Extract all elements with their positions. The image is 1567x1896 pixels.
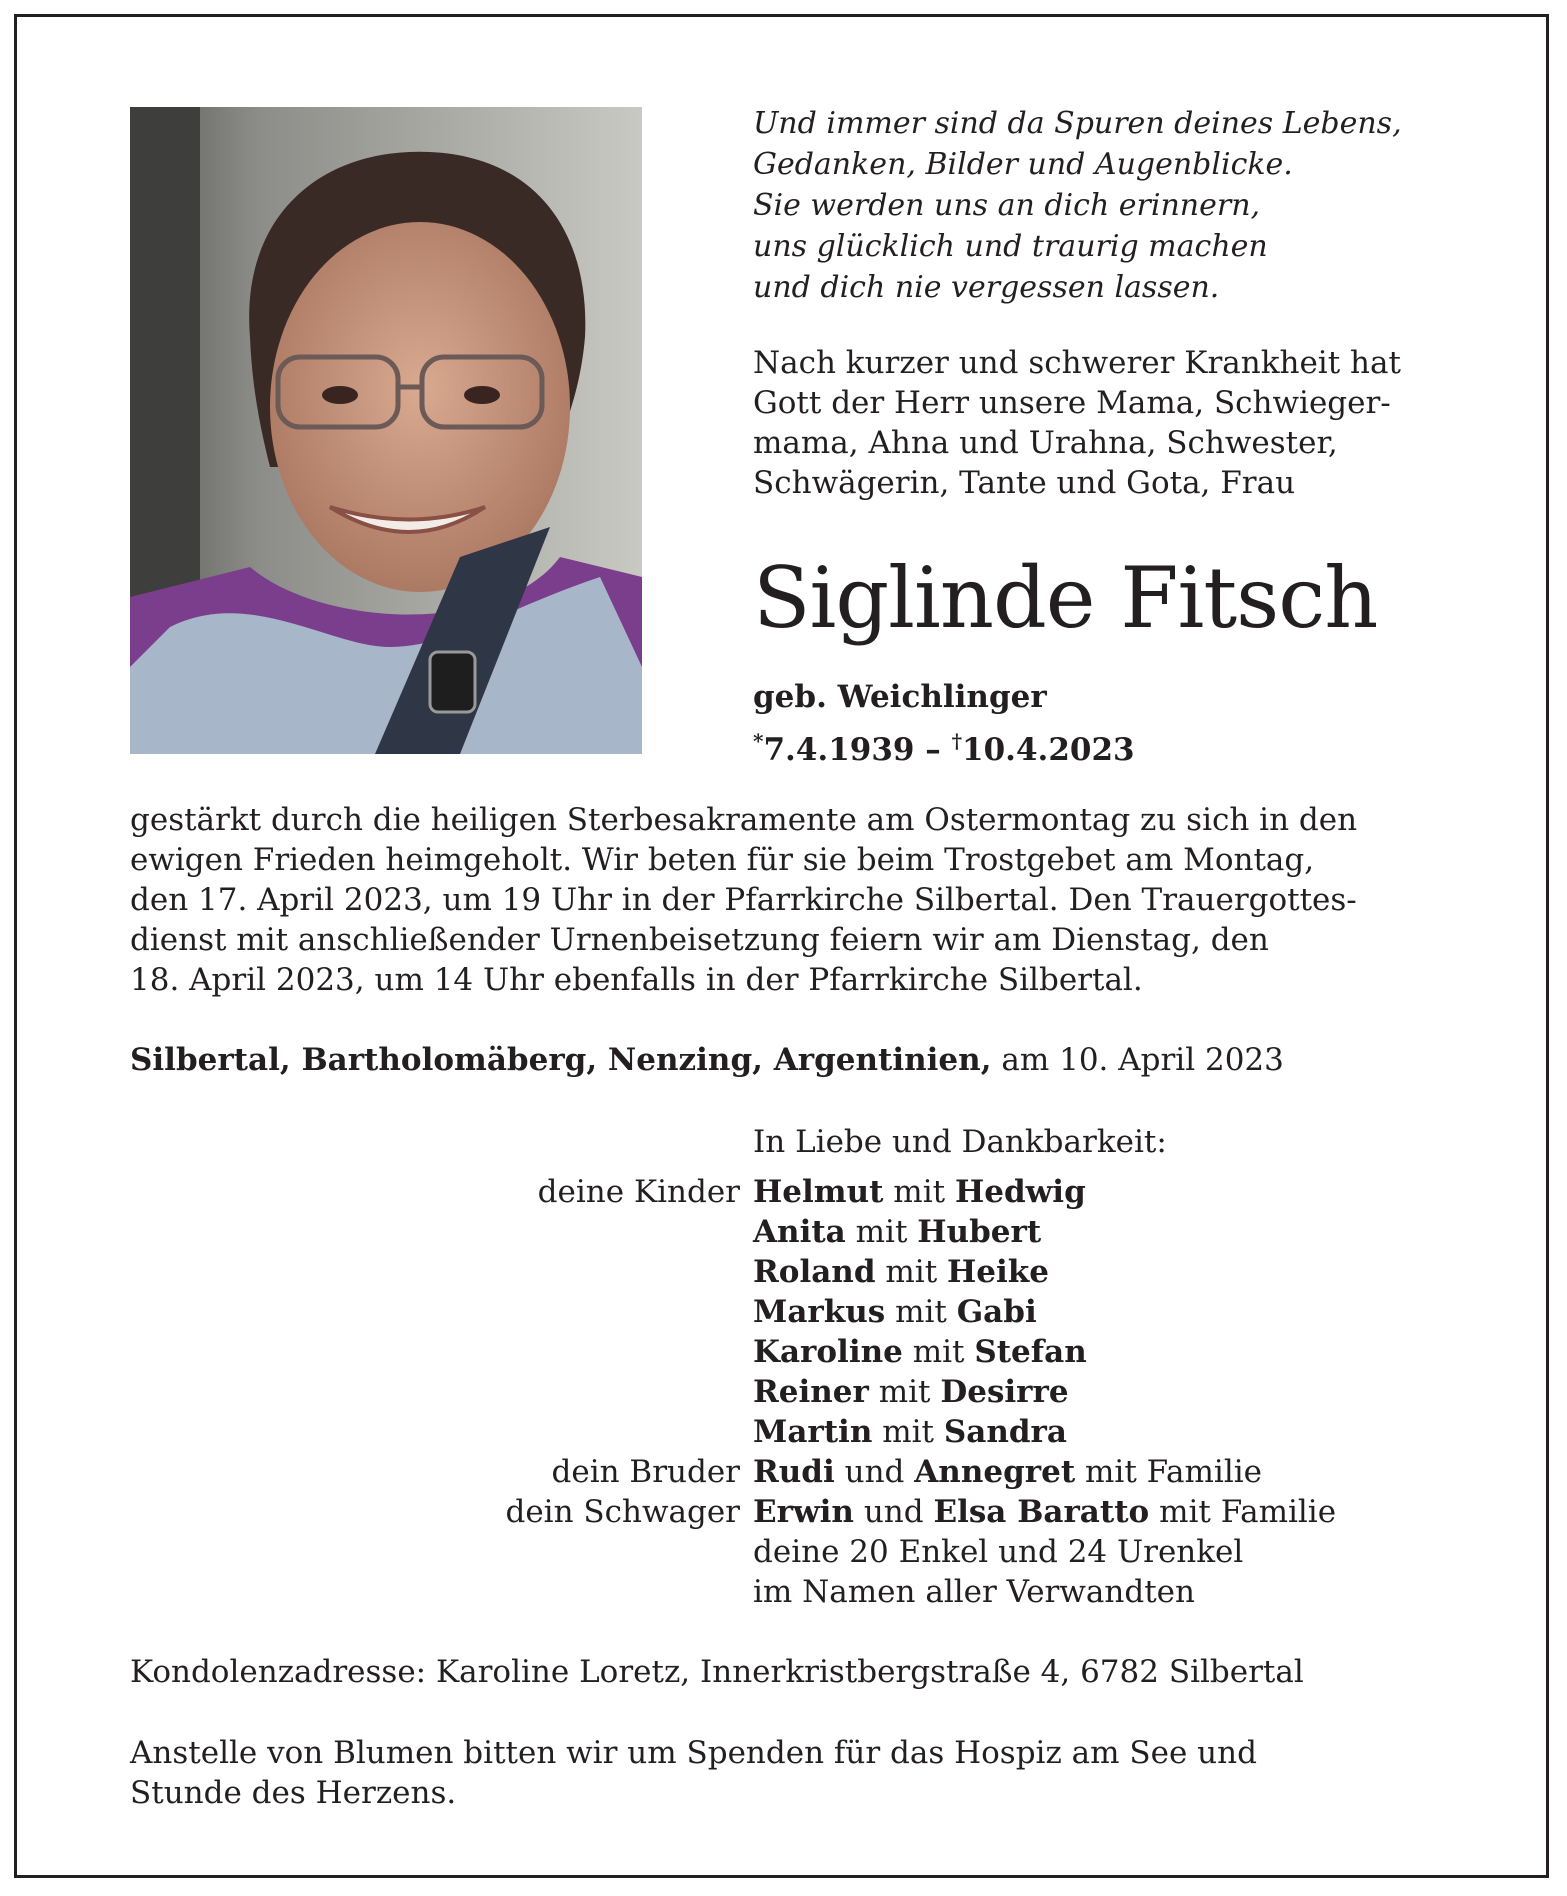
signer-connector: und	[853, 1494, 934, 1530]
signer-role	[300, 1332, 753, 1372]
signer-row	[300, 1492, 1450, 1532]
signer-row	[300, 1372, 1450, 1412]
dank-heading: In Liebe und Dankbarkeit:	[753, 1124, 1167, 1160]
life-dates	[753, 722, 1135, 769]
body-text	[130, 800, 1437, 1000]
signer-name: Markus	[753, 1294, 886, 1330]
signer-connector: mit	[875, 1254, 948, 1290]
intro-line: mama, Ahna und Urahna, Schwester,	[753, 425, 1338, 461]
signer-connector: mit	[885, 1294, 957, 1330]
signer-role	[300, 1212, 753, 1252]
condolence-address: Kondolenzadresse: Karoline Loretz, Innerkristbergstraße 4, 6782 Silbertal	[130, 1654, 1304, 1690]
signer-name: Desirre	[940, 1374, 1069, 1410]
signer-connector: mit	[872, 1414, 944, 1450]
signer-row	[300, 1252, 1450, 1292]
signer-row	[300, 1212, 1450, 1252]
signer-names	[753, 1252, 1450, 1292]
signer-name: Annegret	[914, 1454, 1076, 1490]
signer-connector: im Namen aller Verwandten	[753, 1574, 1195, 1610]
signer-names	[753, 1412, 1450, 1452]
signer-connector: und	[834, 1454, 915, 1490]
signer-role	[300, 1372, 753, 1412]
signer-names	[753, 1572, 1450, 1612]
poem-line: Sie werden uns an dich erinnern,	[753, 188, 1261, 223]
death-mark: †	[951, 729, 963, 753]
body-line: 18. April 2023, um 14 Uhr ebenfalls in der Pfarrkirche Silbertal.	[130, 962, 1143, 998]
places-bold: Silbertal, Bartholomäberg, Nenzing, Argentinien,	[130, 1042, 992, 1078]
portrait-photo	[130, 107, 642, 754]
signer-name: Hubert	[917, 1214, 1042, 1250]
signer-connector: mit	[902, 1334, 975, 1370]
deceased-name: Siglinde Fitsch	[753, 549, 1378, 647]
signer-name: Heike	[947, 1254, 1050, 1290]
signer-name: Roland	[753, 1254, 876, 1290]
portrait-illustration	[130, 107, 642, 754]
signer-names	[753, 1532, 1450, 1572]
signer-row	[300, 1452, 1450, 1492]
signer-role	[300, 1572, 753, 1612]
signer-name: Helmut	[753, 1174, 884, 1210]
signer-connector: mit	[883, 1174, 955, 1210]
signer-name: Stefan	[974, 1334, 1087, 1370]
signer-role	[300, 1532, 753, 1572]
signer-name: Karoline	[753, 1334, 903, 1370]
signer-names	[753, 1172, 1450, 1212]
body-line: den 17. April 2023, um 19 Uhr in der Pfarrkirche Silbertal. Den Trauergottes-	[130, 882, 1357, 918]
signer-names	[753, 1332, 1450, 1372]
poem-line: und dich nie vergessen lassen.	[753, 270, 1220, 305]
donation-line: Stunde des Herzens.	[130, 1775, 457, 1811]
signer-role	[300, 1412, 753, 1452]
signer-name: Reiner	[753, 1374, 869, 1410]
signer-row	[300, 1412, 1450, 1452]
body-line: dienst mit anschließender Urnenbeisetzung feiern wir am Dienstag, den	[130, 922, 1269, 958]
signer-names	[753, 1452, 1450, 1492]
body-line: gestärkt durch die heiligen Sterbesakramente am Ostermontag zu sich in den	[130, 802, 1358, 838]
signer-role	[300, 1292, 753, 1332]
places-date: am 10. April 2023	[1001, 1042, 1284, 1078]
signer-role: dein Schwager	[505, 1494, 740, 1530]
birth-mark: *	[753, 729, 764, 753]
donation-line: Anstelle von Blumen bitten wir um Spenden für das Hospiz am See und	[130, 1735, 1257, 1771]
signer-row	[300, 1332, 1450, 1372]
signer-row	[300, 1532, 1450, 1572]
signer-name: Erwin	[753, 1494, 854, 1530]
signer-name: Martin	[753, 1414, 873, 1450]
birth-date: 7.4.1939	[763, 732, 915, 768]
signer-row	[300, 1572, 1450, 1612]
places-line	[130, 1040, 1284, 1080]
death-date: 10.4.2023	[962, 732, 1135, 768]
intro-line: Nach kurzer und schwerer Krankheit hat	[753, 345, 1401, 381]
signer-connector: deine 20 Enkel und 24 Urenkel	[753, 1534, 1244, 1570]
signer-connector: mit Familie	[1075, 1454, 1263, 1490]
signer-role	[300, 1252, 753, 1292]
signer-connector: mit	[868, 1374, 941, 1410]
poem	[753, 103, 1483, 308]
donation-note	[130, 1733, 1437, 1813]
signer-connector: mit	[845, 1214, 918, 1250]
signer-names	[753, 1292, 1450, 1332]
signer-row	[300, 1172, 1450, 1212]
signer-connector: mit Familie	[1149, 1494, 1337, 1530]
signer-name: Anita	[753, 1214, 846, 1250]
signer-names	[753, 1372, 1450, 1412]
poem-line: Gedanken, Bilder und Augenblicke.	[753, 147, 1293, 182]
signer-name: Gabi	[956, 1294, 1037, 1330]
maiden-name: geb. Weichlinger	[753, 679, 1047, 715]
signer-row	[300, 1292, 1450, 1332]
signer-name: Elsa Baratto	[933, 1494, 1150, 1530]
signer-name: Rudi	[753, 1454, 835, 1490]
signer-names	[753, 1212, 1450, 1252]
poem-line: Und immer sind da Spuren deines Lebens,	[753, 106, 1402, 141]
poem-line: uns glücklich und traurig machen	[753, 229, 1268, 264]
signers-list	[300, 1172, 1450, 1612]
body-line: ewigen Frieden heimgeholt. Wir beten für sie beim Trostgebet am Montag,	[130, 842, 1315, 878]
date-dash: –	[925, 732, 941, 768]
intro-text	[753, 343, 1453, 503]
signer-name: Sandra	[943, 1414, 1067, 1450]
intro-line: Schwägerin, Tante und Gota, Frau	[753, 465, 1296, 501]
signer-name: Hedwig	[954, 1174, 1086, 1210]
intro-line: Gott der Herr unsere Mama, Schwieger-	[753, 385, 1391, 421]
signer-names	[753, 1492, 1450, 1532]
signer-role: dein Bruder	[551, 1454, 740, 1490]
signer-role: deine Kinder	[537, 1174, 740, 1210]
